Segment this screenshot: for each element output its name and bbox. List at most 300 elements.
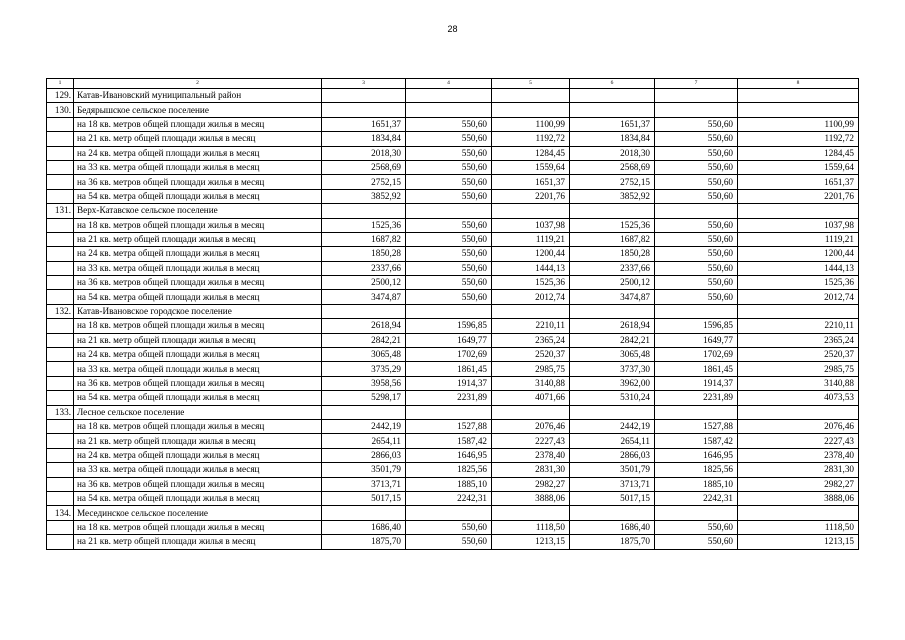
empty-cell bbox=[47, 261, 74, 275]
value-cell: 1444,13 bbox=[738, 261, 859, 275]
value-cell: 550,60 bbox=[655, 132, 738, 146]
group-number: 131. bbox=[47, 204, 74, 218]
row-label: на 33 кв. метра общей площади жилья в месяц bbox=[74, 362, 322, 376]
value-cell: 2378,40 bbox=[738, 448, 859, 462]
row-label: на 54 кв. метра общей площади жилья в месяц bbox=[74, 290, 322, 304]
empty-cell bbox=[47, 160, 74, 174]
value-cell: 1646,95 bbox=[655, 448, 738, 462]
empty-cell bbox=[406, 204, 492, 218]
value-cell: 3501,79 bbox=[322, 463, 406, 477]
value-cell: 3140,88 bbox=[738, 376, 859, 390]
value-cell: 1587,42 bbox=[406, 434, 492, 448]
value-cell: 550,60 bbox=[406, 160, 492, 174]
value-cell: 2365,24 bbox=[738, 333, 859, 347]
value-cell: 550,60 bbox=[655, 247, 738, 261]
row-label: на 54 кв. метра общей площади жилья в месяц bbox=[74, 491, 322, 505]
value-cell: 550,60 bbox=[655, 290, 738, 304]
empty-cell bbox=[47, 290, 74, 304]
value-cell: 3140,88 bbox=[492, 376, 570, 390]
value-cell: 550,60 bbox=[655, 232, 738, 246]
empty-cell bbox=[47, 348, 74, 362]
value-cell: 2520,37 bbox=[738, 348, 859, 362]
table-row bbox=[47, 132, 859, 146]
empty-cell bbox=[492, 405, 570, 419]
value-cell: 2442,19 bbox=[570, 419, 655, 433]
value-cell: 2231,89 bbox=[655, 391, 738, 405]
value-cell: 2018,30 bbox=[322, 146, 406, 160]
value-cell: 550,60 bbox=[406, 232, 492, 246]
empty-cell bbox=[47, 218, 74, 232]
empty-cell bbox=[47, 448, 74, 462]
value-cell: 550,60 bbox=[655, 117, 738, 131]
empty-cell bbox=[406, 405, 492, 419]
value-cell: 2012,74 bbox=[738, 290, 859, 304]
value-cell: 3474,87 bbox=[322, 290, 406, 304]
value-cell: 1649,77 bbox=[406, 333, 492, 347]
group-row bbox=[47, 304, 859, 318]
empty-cell bbox=[655, 89, 738, 103]
value-cell: 550,60 bbox=[655, 218, 738, 232]
value-cell: 1834,84 bbox=[322, 132, 406, 146]
empty-cell bbox=[47, 232, 74, 246]
table-row bbox=[47, 333, 859, 347]
table-row bbox=[47, 276, 859, 290]
empty-cell bbox=[570, 103, 655, 117]
value-cell: 3474,87 bbox=[570, 290, 655, 304]
value-cell: 2842,21 bbox=[322, 333, 406, 347]
value-cell: 2210,11 bbox=[738, 319, 859, 333]
row-label: на 33 кв. метра общей площади жилья в месяц bbox=[74, 160, 322, 174]
value-cell: 2752,15 bbox=[322, 175, 406, 189]
value-cell: 1444,13 bbox=[492, 261, 570, 275]
value-cell: 5017,15 bbox=[322, 491, 406, 505]
value-cell: 1651,37 bbox=[570, 117, 655, 131]
value-cell: 1825,56 bbox=[406, 463, 492, 477]
empty-cell bbox=[570, 304, 655, 318]
value-cell: 1525,36 bbox=[738, 276, 859, 290]
table-row bbox=[47, 520, 859, 534]
value-cell: 5017,15 bbox=[570, 491, 655, 505]
row-label: на 33 кв. метра общей площади жилья в месяц bbox=[74, 261, 322, 275]
table-row bbox=[47, 189, 859, 203]
value-cell: 550,60 bbox=[655, 189, 738, 203]
value-cell: 2378,40 bbox=[492, 448, 570, 462]
value-cell: 1037,98 bbox=[738, 218, 859, 232]
value-cell: 550,60 bbox=[655, 261, 738, 275]
column-number: 6 bbox=[570, 79, 655, 89]
table-row bbox=[47, 160, 859, 174]
value-cell: 1192,72 bbox=[738, 132, 859, 146]
value-cell: 2618,94 bbox=[570, 319, 655, 333]
table-row bbox=[47, 463, 859, 477]
value-cell: 1559,64 bbox=[492, 160, 570, 174]
column-number: 2 bbox=[74, 79, 322, 89]
empty-cell bbox=[406, 103, 492, 117]
group-row bbox=[47, 103, 859, 117]
empty-cell bbox=[406, 506, 492, 520]
empty-cell bbox=[47, 362, 74, 376]
row-label: на 24 кв. метра общей площади жилья в месяц bbox=[74, 348, 322, 362]
column-number: 1 bbox=[47, 79, 74, 89]
value-cell: 1525,36 bbox=[570, 218, 655, 232]
value-cell: 3888,06 bbox=[492, 491, 570, 505]
group-number: 134. bbox=[47, 506, 74, 520]
empty-cell bbox=[570, 405, 655, 419]
empty-cell bbox=[47, 391, 74, 405]
empty-cell bbox=[492, 506, 570, 520]
empty-cell bbox=[570, 506, 655, 520]
row-label: на 24 кв. метра общей площади жилья в месяц bbox=[74, 448, 322, 462]
value-cell: 1596,85 bbox=[655, 319, 738, 333]
row-label: на 18 кв. метров общей площади жилья в месяц bbox=[74, 218, 322, 232]
value-cell: 550,60 bbox=[406, 290, 492, 304]
empty-cell bbox=[47, 333, 74, 347]
row-label: на 36 кв. метров общей площади жилья в месяц bbox=[74, 376, 322, 390]
value-cell: 1687,82 bbox=[322, 232, 406, 246]
empty-cell bbox=[47, 376, 74, 390]
tariff-table bbox=[46, 78, 859, 550]
table-row bbox=[47, 232, 859, 246]
value-cell: 1914,37 bbox=[655, 376, 738, 390]
empty-cell bbox=[47, 477, 74, 491]
value-cell: 1525,36 bbox=[322, 218, 406, 232]
value-cell: 1587,42 bbox=[655, 434, 738, 448]
value-cell: 2442,19 bbox=[322, 419, 406, 433]
value-cell: 2520,37 bbox=[492, 348, 570, 362]
table-row bbox=[47, 218, 859, 232]
value-cell: 2831,30 bbox=[738, 463, 859, 477]
empty-cell bbox=[406, 89, 492, 103]
value-cell: 1702,69 bbox=[655, 348, 738, 362]
value-cell: 1914,37 bbox=[406, 376, 492, 390]
table-row bbox=[47, 434, 859, 448]
value-cell: 1834,84 bbox=[570, 132, 655, 146]
value-cell: 1200,44 bbox=[738, 247, 859, 261]
empty-cell bbox=[322, 405, 406, 419]
group-name: Верх-Катавское сельское поселение bbox=[74, 204, 322, 218]
value-cell: 550,60 bbox=[406, 247, 492, 261]
value-cell: 1861,45 bbox=[655, 362, 738, 376]
value-cell: 2076,46 bbox=[492, 419, 570, 433]
table-row bbox=[47, 491, 859, 505]
empty-cell bbox=[47, 463, 74, 477]
value-cell: 3501,79 bbox=[570, 463, 655, 477]
value-cell: 4071,66 bbox=[492, 391, 570, 405]
table-row bbox=[47, 391, 859, 405]
empty-cell bbox=[47, 146, 74, 160]
value-cell: 550,60 bbox=[406, 132, 492, 146]
value-cell: 2654,11 bbox=[322, 434, 406, 448]
value-cell: 2231,89 bbox=[406, 391, 492, 405]
empty-cell bbox=[570, 204, 655, 218]
value-cell: 5310,24 bbox=[570, 391, 655, 405]
column-number-row bbox=[47, 79, 859, 89]
row-label: на 21 кв. метр общей площади жилья в месяц bbox=[74, 535, 322, 549]
value-cell: 550,60 bbox=[655, 160, 738, 174]
row-label: на 33 кв. метра общей площади жилья в месяц bbox=[74, 463, 322, 477]
group-number: 130. bbox=[47, 103, 74, 117]
value-cell: 3737,30 bbox=[570, 362, 655, 376]
value-cell: 1646,95 bbox=[406, 448, 492, 462]
value-cell: 1875,70 bbox=[322, 535, 406, 549]
value-cell: 1875,70 bbox=[570, 535, 655, 549]
empty-cell bbox=[655, 304, 738, 318]
row-label: на 18 кв. метров общей площади жилья в месяц bbox=[74, 117, 322, 131]
value-cell: 2076,46 bbox=[738, 419, 859, 433]
table-row bbox=[47, 477, 859, 491]
empty-cell bbox=[655, 506, 738, 520]
empty-cell bbox=[47, 520, 74, 534]
empty-cell bbox=[738, 204, 859, 218]
empty-cell bbox=[47, 117, 74, 131]
empty-cell bbox=[738, 89, 859, 103]
value-cell: 550,60 bbox=[406, 189, 492, 203]
group-row bbox=[47, 405, 859, 419]
value-cell: 550,60 bbox=[406, 175, 492, 189]
value-cell: 550,60 bbox=[406, 276, 492, 290]
value-cell: 2618,94 bbox=[322, 319, 406, 333]
value-cell: 3735,29 bbox=[322, 362, 406, 376]
value-cell: 2500,12 bbox=[570, 276, 655, 290]
table-row bbox=[47, 535, 859, 549]
empty-cell bbox=[322, 204, 406, 218]
group-name: Лесное сельское поселение bbox=[74, 405, 322, 419]
empty-cell bbox=[47, 189, 74, 203]
row-label: на 18 кв. метров общей площади жилья в месяц bbox=[74, 419, 322, 433]
row-label: на 21 кв. метр общей площади жилья в месяц bbox=[74, 333, 322, 347]
value-cell: 3852,92 bbox=[570, 189, 655, 203]
value-cell: 1686,40 bbox=[322, 520, 406, 534]
value-cell: 2982,27 bbox=[492, 477, 570, 491]
empty-cell bbox=[655, 204, 738, 218]
empty-cell bbox=[322, 89, 406, 103]
table-row bbox=[47, 376, 859, 390]
row-label: на 36 кв. метров общей площади жилья в месяц bbox=[74, 477, 322, 491]
value-cell: 550,60 bbox=[406, 218, 492, 232]
table-row bbox=[47, 348, 859, 362]
table-row bbox=[47, 117, 859, 131]
value-cell: 2242,31 bbox=[655, 491, 738, 505]
page-number: 28 bbox=[447, 24, 458, 34]
row-label: на 24 кв. метра общей площади жилья в месяц bbox=[74, 146, 322, 160]
value-cell: 1100,99 bbox=[492, 117, 570, 131]
value-cell: 550,60 bbox=[406, 535, 492, 549]
row-label: на 21 кв. метр общей площади жилья в месяц bbox=[74, 434, 322, 448]
value-cell: 3888,06 bbox=[738, 491, 859, 505]
value-cell: 1037,98 bbox=[492, 218, 570, 232]
table-row bbox=[47, 448, 859, 462]
value-cell: 550,60 bbox=[655, 146, 738, 160]
value-cell: 2500,12 bbox=[322, 276, 406, 290]
empty-cell bbox=[406, 304, 492, 318]
value-cell: 1119,21 bbox=[492, 232, 570, 246]
value-cell: 2012,74 bbox=[492, 290, 570, 304]
value-cell: 2982,27 bbox=[738, 477, 859, 491]
empty-cell bbox=[655, 103, 738, 117]
value-cell: 5298,17 bbox=[322, 391, 406, 405]
group-name: Катав-Ивановское городское поселение bbox=[74, 304, 322, 318]
value-cell: 2018,30 bbox=[570, 146, 655, 160]
empty-cell bbox=[47, 247, 74, 261]
value-cell: 1651,37 bbox=[492, 175, 570, 189]
value-cell: 1596,85 bbox=[406, 319, 492, 333]
value-cell: 1527,88 bbox=[655, 419, 738, 433]
row-label: на 36 кв. метров общей площади жилья в месяц bbox=[74, 175, 322, 189]
value-cell: 1284,45 bbox=[492, 146, 570, 160]
value-cell: 550,60 bbox=[655, 535, 738, 549]
empty-cell bbox=[570, 89, 655, 103]
table-row bbox=[47, 362, 859, 376]
empty-cell bbox=[738, 103, 859, 117]
value-cell: 2654,11 bbox=[570, 434, 655, 448]
empty-cell bbox=[738, 304, 859, 318]
value-cell: 3962,00 bbox=[570, 376, 655, 390]
empty-cell bbox=[738, 506, 859, 520]
value-cell: 3958,56 bbox=[322, 376, 406, 390]
value-cell: 2985,75 bbox=[738, 362, 859, 376]
value-cell: 3713,71 bbox=[322, 477, 406, 491]
value-cell: 1885,10 bbox=[406, 477, 492, 491]
row-label: на 18 кв. метров общей площади жилья в месяц bbox=[74, 520, 322, 534]
value-cell: 2866,03 bbox=[570, 448, 655, 462]
row-label: на 21 кв. метр общей площади жилья в месяц bbox=[74, 132, 322, 146]
value-cell: 2337,66 bbox=[570, 261, 655, 275]
value-cell: 1119,21 bbox=[738, 232, 859, 246]
value-cell: 2242,31 bbox=[406, 491, 492, 505]
empty-cell bbox=[47, 434, 74, 448]
value-cell: 1559,64 bbox=[738, 160, 859, 174]
row-label: на 54 кв. метра общей площади жилья в месяц bbox=[74, 189, 322, 203]
row-label: на 21 кв. метр общей площади жилья в месяц bbox=[74, 232, 322, 246]
group-name: Бедярышское сельское поселение bbox=[74, 103, 322, 117]
value-cell: 1885,10 bbox=[655, 477, 738, 491]
empty-cell bbox=[47, 535, 74, 549]
row-label: на 54 кв. метра общей площади жилья в месяц bbox=[74, 391, 322, 405]
value-cell: 1702,69 bbox=[406, 348, 492, 362]
column-number: 3 bbox=[322, 79, 406, 89]
empty-cell bbox=[492, 204, 570, 218]
value-cell: 1118,50 bbox=[492, 520, 570, 534]
value-cell: 550,60 bbox=[655, 175, 738, 189]
value-cell: 2842,21 bbox=[570, 333, 655, 347]
table-row bbox=[47, 419, 859, 433]
column-number: 4 bbox=[406, 79, 492, 89]
empty-cell bbox=[47, 276, 74, 290]
group-row bbox=[47, 204, 859, 218]
group-row bbox=[47, 89, 859, 103]
value-cell: 550,60 bbox=[406, 261, 492, 275]
value-cell: 2752,15 bbox=[570, 175, 655, 189]
value-cell: 1861,45 bbox=[406, 362, 492, 376]
empty-cell bbox=[655, 405, 738, 419]
table-row bbox=[47, 146, 859, 160]
column-number: 5 bbox=[492, 79, 570, 89]
empty-cell bbox=[492, 103, 570, 117]
value-cell: 1213,15 bbox=[738, 535, 859, 549]
table-row bbox=[47, 247, 859, 261]
group-name: Катав-Ивановский муниципальный район bbox=[74, 89, 322, 103]
table-row bbox=[47, 290, 859, 304]
value-cell: 2831,30 bbox=[492, 463, 570, 477]
group-row bbox=[47, 506, 859, 520]
empty-cell bbox=[47, 491, 74, 505]
value-cell: 2201,76 bbox=[492, 189, 570, 203]
value-cell: 2201,76 bbox=[738, 189, 859, 203]
group-number: 133. bbox=[47, 405, 74, 419]
table-row bbox=[47, 319, 859, 333]
value-cell: 2227,43 bbox=[738, 434, 859, 448]
value-cell: 1213,15 bbox=[492, 535, 570, 549]
empty-cell bbox=[47, 419, 74, 433]
value-cell: 1825,56 bbox=[655, 463, 738, 477]
value-cell: 1527,88 bbox=[406, 419, 492, 433]
empty-cell bbox=[322, 103, 406, 117]
value-cell: 550,60 bbox=[406, 117, 492, 131]
value-cell: 3713,71 bbox=[570, 477, 655, 491]
value-cell: 1649,77 bbox=[655, 333, 738, 347]
value-cell: 2210,11 bbox=[492, 319, 570, 333]
column-number: 8 bbox=[738, 79, 859, 89]
value-cell: 1200,44 bbox=[492, 247, 570, 261]
group-name: Месединское сельское поселение bbox=[74, 506, 322, 520]
value-cell: 1118,50 bbox=[738, 520, 859, 534]
group-number: 129. bbox=[47, 89, 74, 103]
value-cell: 3065,48 bbox=[322, 348, 406, 362]
value-cell: 1651,37 bbox=[738, 175, 859, 189]
value-cell: 1850,28 bbox=[570, 247, 655, 261]
value-cell: 1686,40 bbox=[570, 520, 655, 534]
empty-cell bbox=[47, 175, 74, 189]
value-cell: 2337,66 bbox=[322, 261, 406, 275]
table-row bbox=[47, 175, 859, 189]
value-cell: 1525,36 bbox=[492, 276, 570, 290]
empty-cell bbox=[492, 304, 570, 318]
empty-cell bbox=[322, 506, 406, 520]
value-cell: 1100,99 bbox=[738, 117, 859, 131]
value-cell: 2365,24 bbox=[492, 333, 570, 347]
empty-cell bbox=[47, 132, 74, 146]
value-cell: 2568,69 bbox=[322, 160, 406, 174]
table-body bbox=[47, 79, 859, 550]
value-cell: 1651,37 bbox=[322, 117, 406, 131]
value-cell: 1192,72 bbox=[492, 132, 570, 146]
value-cell: 550,60 bbox=[655, 520, 738, 534]
value-cell: 550,60 bbox=[655, 276, 738, 290]
empty-cell bbox=[47, 319, 74, 333]
value-cell: 2227,43 bbox=[492, 434, 570, 448]
row-label: на 36 кв. метров общей площади жилья в месяц bbox=[74, 276, 322, 290]
value-cell: 3852,92 bbox=[322, 189, 406, 203]
value-cell: 1284,45 bbox=[738, 146, 859, 160]
column-number: 7 bbox=[655, 79, 738, 89]
value-cell: 1687,82 bbox=[570, 232, 655, 246]
value-cell: 4073,53 bbox=[738, 391, 859, 405]
empty-cell bbox=[322, 304, 406, 318]
value-cell: 2568,69 bbox=[570, 160, 655, 174]
value-cell: 2866,03 bbox=[322, 448, 406, 462]
empty-cell bbox=[492, 89, 570, 103]
value-cell: 1850,28 bbox=[322, 247, 406, 261]
table-row bbox=[47, 261, 859, 275]
empty-cell bbox=[738, 405, 859, 419]
value-cell: 2985,75 bbox=[492, 362, 570, 376]
value-cell: 550,60 bbox=[406, 520, 492, 534]
value-cell: 3065,48 bbox=[570, 348, 655, 362]
row-label: на 18 кв. метров общей площади жилья в месяц bbox=[74, 319, 322, 333]
row-label: на 24 кв. метра общей площади жилья в месяц bbox=[74, 247, 322, 261]
value-cell: 550,60 bbox=[406, 146, 492, 160]
group-number: 132. bbox=[47, 304, 74, 318]
